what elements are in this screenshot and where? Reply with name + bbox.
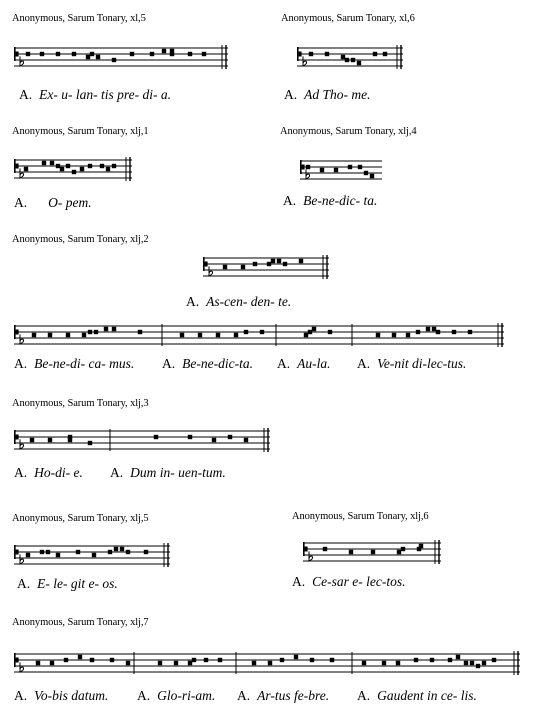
- square-neume-icon: [241, 265, 245, 269]
- antiphon-text: A. Dum in- uen-tum.: [110, 465, 226, 480]
- square-neume-icon: [188, 435, 192, 439]
- square-neume-icon: [114, 547, 118, 551]
- square-neume-icon: [40, 52, 44, 56]
- flat-sign-icon: [309, 551, 313, 561]
- square-neume-icon: [244, 438, 248, 442]
- square-neume-icon: [40, 550, 44, 554]
- square-neume-icon: [106, 167, 110, 171]
- chant-staff: [14, 156, 132, 182]
- square-neume-icon: [72, 52, 76, 56]
- square-neume-icon: [452, 330, 456, 334]
- square-neume-icon: [468, 330, 472, 334]
- square-neume-icon: [482, 661, 486, 665]
- source-citation: Anonymous, Sarum Tonary, xl,5: [12, 13, 146, 24]
- square-neume-icon: [94, 330, 98, 334]
- square-neume-icon: [188, 661, 192, 665]
- square-neume-icon: [158, 661, 162, 665]
- c-clef-icon: [14, 47, 19, 61]
- square-neume-icon: [419, 544, 423, 548]
- square-neume-icon: [330, 658, 334, 662]
- c-clef-icon: [300, 160, 305, 174]
- square-neume-icon: [252, 661, 256, 665]
- square-neume-icon: [192, 658, 196, 662]
- square-neume-icon: [432, 327, 436, 331]
- square-neume-icon: [88, 441, 92, 445]
- square-neume-icon: [112, 327, 116, 331]
- c-clef-icon: [303, 542, 308, 556]
- antiphon-text: A. As-cen- den- te.: [186, 294, 292, 309]
- square-neume-icon: [392, 333, 396, 337]
- square-neume-icon: [56, 164, 60, 168]
- square-neume-icon: [144, 550, 148, 554]
- square-neume-icon: [320, 168, 324, 172]
- square-neume-icon: [162, 49, 166, 53]
- chant-staff: [203, 254, 329, 280]
- chant-staff: [300, 157, 382, 183]
- square-neume-icon: [88, 330, 92, 334]
- chant-staff: [297, 44, 403, 70]
- square-neume-icon: [364, 171, 368, 175]
- square-neume-icon: [253, 262, 257, 266]
- square-neume-icon: [56, 52, 60, 56]
- chant-staff: [14, 322, 504, 348]
- square-neume-icon: [154, 435, 158, 439]
- square-neume-icon: [371, 550, 375, 554]
- square-neume-icon: [96, 55, 100, 59]
- square-neume-icon: [416, 330, 420, 334]
- square-neume-icon: [476, 664, 480, 668]
- square-neume-icon: [32, 333, 36, 337]
- source-citation: Anonymous, Sarum Tonary, xlj,6: [292, 511, 429, 522]
- antiphon-text: A. E- le- git e- os.: [17, 576, 118, 591]
- flat-sign-icon: [20, 662, 24, 672]
- square-neume-icon: [42, 161, 46, 165]
- square-neume-icon: [130, 52, 134, 56]
- square-neume-icon: [86, 55, 90, 59]
- antiphon-text: A. Vo-bis datum.: [14, 688, 109, 703]
- square-neume-icon: [456, 655, 460, 659]
- square-neume-icon: [492, 658, 496, 662]
- square-neume-icon: [436, 330, 440, 334]
- square-neume-icon: [120, 547, 124, 551]
- square-neume-icon: [66, 333, 70, 337]
- square-neume-icon: [50, 161, 54, 165]
- square-neume-icon: [376, 333, 380, 337]
- source-citation: Anonymous, Sarum Tonary, xlj,7: [12, 617, 149, 628]
- square-neume-icon: [112, 58, 116, 62]
- square-neume-icon: [309, 52, 313, 56]
- square-neume-icon: [271, 259, 275, 263]
- antiphon-text: A. Ex- u- lan- tis pre- di- a.: [19, 87, 171, 102]
- c-clef-icon: [14, 430, 19, 444]
- square-neume-icon: [362, 661, 366, 665]
- flat-sign-icon: [20, 334, 24, 344]
- square-neume-icon: [126, 550, 130, 554]
- square-neume-icon: [223, 265, 227, 269]
- square-neume-icon: [351, 58, 355, 62]
- c-clef-icon: [14, 653, 19, 667]
- square-neume-icon: [228, 435, 232, 439]
- source-citation: Anonymous, Sarum Tonary, xlj,4: [280, 126, 417, 137]
- flat-sign-icon: [20, 554, 24, 564]
- chant-staff: [14, 44, 228, 70]
- c-clef-icon: [14, 325, 19, 339]
- flat-sign-icon: [20, 56, 24, 66]
- square-neume-icon: [88, 164, 92, 168]
- source-citation: Anonymous, Sarum Tonary, xl,6: [281, 13, 415, 24]
- antiphon-text: A. Gaudent in ce- lis.: [357, 688, 477, 703]
- square-neume-icon: [370, 174, 374, 178]
- source-citation: Anonymous, Sarum Tonary, xlj,1: [12, 126, 149, 137]
- square-neume-icon: [306, 165, 310, 169]
- square-neume-icon: [104, 327, 108, 331]
- antiphon-text: A. Glo-ri-am.: [137, 688, 216, 703]
- square-neume-icon: [218, 658, 222, 662]
- square-neume-icon: [24, 167, 28, 171]
- antiphon-text: A. Be-ne-di- ca- mus.: [14, 356, 135, 371]
- square-neume-icon: [48, 438, 52, 442]
- square-neume-icon: [112, 164, 116, 168]
- square-neume-icon: [90, 52, 94, 56]
- c-clef-icon: [203, 257, 208, 271]
- square-neume-icon: [56, 553, 60, 557]
- square-neume-icon: [234, 333, 238, 337]
- square-neume-icon: [308, 330, 312, 334]
- square-neume-icon: [76, 550, 80, 554]
- antiphon-text: A. Ar-tus fe-bre.: [237, 688, 330, 703]
- square-neume-icon: [312, 327, 316, 331]
- square-neume-icon: [383, 52, 387, 56]
- source-citation: Anonymous, Sarum Tonary, xlj,2: [12, 234, 149, 245]
- square-neume-icon: [310, 658, 314, 662]
- square-neume-icon: [80, 167, 84, 171]
- square-neume-icon: [348, 165, 352, 169]
- square-neume-icon: [401, 547, 405, 551]
- square-neume-icon: [60, 167, 64, 171]
- square-neume-icon: [48, 333, 52, 337]
- square-neume-icon: [26, 52, 30, 56]
- square-neume-icon: [68, 438, 72, 442]
- square-neume-icon: [216, 333, 220, 337]
- chant-staff: [303, 539, 441, 565]
- antiphon-text: A. Ce-sar e- lec-tos.: [292, 574, 406, 589]
- square-neume-icon: [323, 547, 327, 551]
- antiphon-text: A. Ho-di- e.: [14, 465, 83, 480]
- square-neume-icon: [202, 52, 206, 56]
- square-neume-icon: [268, 661, 272, 665]
- source-citation: Anonymous, Sarum Tonary, xlj,3: [12, 398, 149, 409]
- flat-sign-icon: [20, 168, 24, 178]
- flat-sign-icon: [209, 266, 213, 276]
- square-neume-icon: [396, 661, 400, 665]
- square-neume-icon: [180, 333, 184, 337]
- square-neume-icon: [397, 550, 401, 554]
- square-neume-icon: [170, 52, 174, 56]
- square-neume-icon: [36, 661, 40, 665]
- square-neume-icon: [90, 658, 94, 662]
- chant-staff: [14, 650, 520, 676]
- square-neume-icon: [126, 661, 130, 665]
- square-neume-icon: [260, 330, 264, 334]
- flat-sign-icon: [20, 439, 24, 449]
- square-neume-icon: [283, 262, 287, 266]
- square-neume-icon: [328, 330, 332, 334]
- square-neume-icon: [92, 553, 96, 557]
- source-citation: Anonymous, Sarum Tonary, xlj,5: [12, 513, 149, 524]
- square-neume-icon: [82, 333, 86, 337]
- square-neume-icon: [174, 661, 178, 665]
- square-neume-icon: [277, 259, 281, 263]
- square-neume-icon: [64, 658, 68, 662]
- square-neume-icon: [357, 61, 361, 65]
- square-neume-icon: [406, 333, 410, 337]
- square-neume-icon: [267, 262, 271, 266]
- square-neume-icon: [66, 164, 70, 168]
- square-neume-icon: [30, 438, 34, 442]
- square-neume-icon: [325, 52, 329, 56]
- square-neume-icon: [304, 333, 308, 337]
- c-clef-icon: [14, 159, 19, 173]
- square-neume-icon: [150, 52, 154, 56]
- antiphon-text: A. O- pem.: [14, 195, 92, 210]
- square-neume-icon: [448, 658, 452, 662]
- square-neume-icon: [426, 327, 430, 331]
- square-neume-icon: [212, 438, 216, 442]
- flat-sign-icon: [306, 169, 310, 179]
- square-neume-icon: [46, 550, 50, 554]
- square-neume-icon: [50, 661, 54, 665]
- square-neume-icon: [204, 658, 208, 662]
- square-neume-icon: [108, 550, 112, 554]
- square-neume-icon: [188, 52, 192, 56]
- antiphon-text: A. Au-la.: [277, 356, 331, 371]
- square-neume-icon: [470, 661, 474, 665]
- c-clef-icon: [297, 47, 302, 61]
- antiphon-text: A. Ad Tho- me.: [284, 87, 371, 102]
- antiphon-text: A. Ve-nit di-lec-tus.: [357, 356, 467, 371]
- square-neume-icon: [464, 661, 468, 665]
- square-neume-icon: [382, 661, 386, 665]
- square-neume-icon: [244, 330, 248, 334]
- antiphon-text: A. Be-ne-dic-ta.: [162, 356, 253, 371]
- square-neume-icon: [341, 55, 345, 59]
- square-neume-icon: [138, 330, 142, 334]
- chant-staff: [14, 427, 270, 453]
- square-neume-icon: [26, 553, 30, 557]
- square-neume-icon: [294, 655, 298, 659]
- square-neume-icon: [358, 165, 362, 169]
- square-neume-icon: [78, 655, 82, 659]
- square-neume-icon: [100, 164, 104, 168]
- flat-sign-icon: [303, 56, 307, 66]
- square-neume-icon: [299, 259, 303, 263]
- square-neume-icon: [414, 658, 418, 662]
- square-neume-icon: [280, 658, 284, 662]
- square-neume-icon: [198, 333, 202, 337]
- square-neume-icon: [334, 168, 338, 172]
- square-neume-icon: [373, 52, 377, 56]
- antiphon-text: A. Be-ne-dic- ta.: [283, 193, 378, 208]
- square-neume-icon: [430, 658, 434, 662]
- square-neume-icon: [110, 658, 114, 662]
- square-neume-icon: [345, 58, 349, 62]
- square-neume-icon: [349, 550, 353, 554]
- c-clef-icon: [14, 545, 19, 559]
- square-neume-icon: [72, 170, 76, 174]
- chant-staff: [14, 542, 170, 568]
